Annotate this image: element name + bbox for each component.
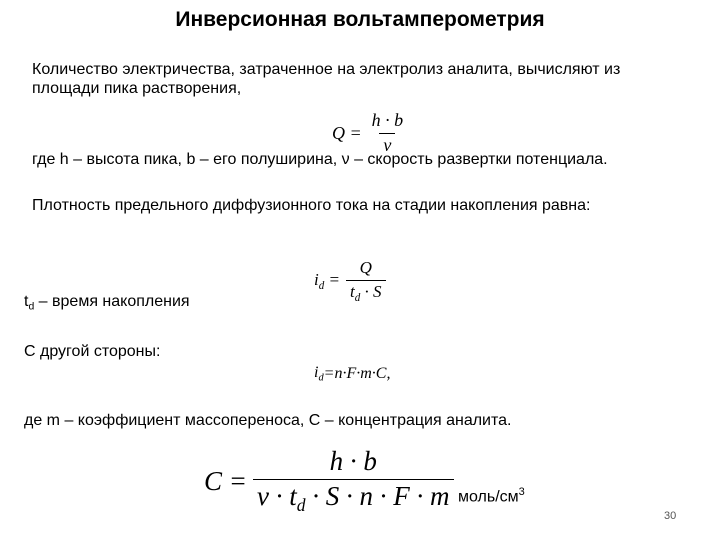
accumulation-time-var: t [24, 293, 29, 310]
formula-current-alt-lhs: $i_d$ [314, 364, 324, 384]
formula-concentration-fraction [253, 446, 454, 516]
page-number: 30 [664, 510, 677, 522]
formula-concentration-numerator: h · b [329, 446, 377, 476]
formula-current-alt-rhs: =n·F·m·C, [323, 364, 391, 382]
formula-concentration-denominator: $\nu \cdot t_d \cdot S \cdot n \cdot F \cdot m$ [253, 479, 454, 516]
paragraph-current-density: Плотность предельного диффузионного тока на стадии накопления равна: [32, 197, 591, 214]
paragraph-other-side: С другой стороны: [24, 343, 161, 360]
paragraph-accumulation-time [24, 292, 190, 317]
concentration-unit: моль/$см^3$ [458, 486, 525, 506]
formula-charge-lhs: Q = [332, 122, 362, 143]
accumulation-time-sub: d [28, 301, 35, 313]
paragraph-charge-line1: Количество электричества, затраченное на электролиз аналита, вычисляют из [32, 61, 621, 78]
paragraph-mass-transfer: де m – коэффициент массопереноса, C – концентрация аналита. [24, 412, 512, 429]
paragraph-charge-intro [32, 60, 620, 98]
formula-charge-denominator: ν [379, 133, 395, 156]
formula-current-density [314, 258, 386, 304]
formula-current-density-lhs: $i_d$ = [314, 270, 340, 292]
paragraph-charge-line2: площади пика растворения, [32, 80, 242, 97]
slide-title: Инверсионная вольтамперометрия [175, 8, 545, 31]
formula-current-density-fraction [346, 258, 386, 304]
formula-current-density-denominator: $t_d \cdot S$ [346, 280, 386, 304]
formula-concentration [204, 446, 454, 516]
formula-current-density-numerator: Q [359, 258, 372, 277]
accumulation-time-text: – время накопления [34, 293, 190, 310]
paragraph-definitions: где h – высота пика, b – его полуширина, ν – скорость развертки потенциала. [32, 151, 608, 168]
formula-charge-numerator: h · b [371, 110, 404, 130]
formula-concentration-lhs: C = [204, 465, 247, 496]
formula-current-alt [314, 364, 390, 384]
